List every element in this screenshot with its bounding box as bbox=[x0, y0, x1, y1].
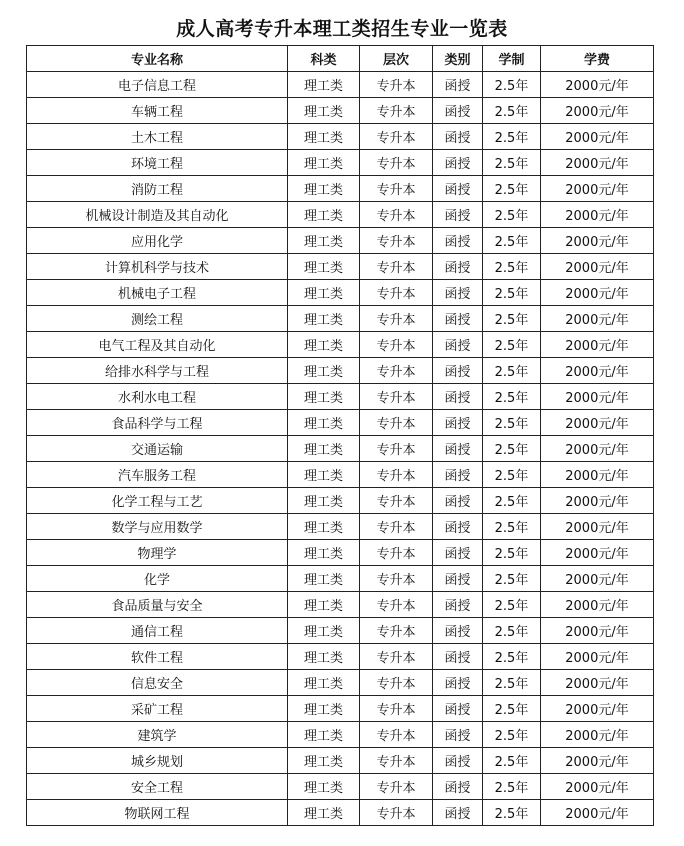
table-row bbox=[27, 280, 654, 306]
cell-tuition: 2000元/年 bbox=[541, 670, 654, 696]
table-row bbox=[27, 748, 654, 774]
cell-duration: 2.5年 bbox=[483, 774, 541, 800]
cell-level: 专升本 bbox=[360, 670, 433, 696]
cell-tuition: 2000元/年 bbox=[541, 124, 654, 150]
cell-major-name: 车辆工程 bbox=[27, 98, 288, 124]
majors-table bbox=[26, 45, 654, 826]
table-row bbox=[27, 176, 654, 202]
cell-category: 理工类 bbox=[288, 462, 360, 488]
header-category: 科类 bbox=[288, 46, 360, 72]
cell-tuition: 2000元/年 bbox=[541, 72, 654, 98]
cell-major-name: 安全工程 bbox=[27, 774, 288, 800]
cell-tuition: 2000元/年 bbox=[541, 462, 654, 488]
cell-duration: 2.5年 bbox=[483, 644, 541, 670]
cell-duration: 2.5年 bbox=[483, 410, 541, 436]
cell-tuition: 2000元/年 bbox=[541, 332, 654, 358]
cell-duration: 2.5年 bbox=[483, 98, 541, 124]
cell-major-name: 物理学 bbox=[27, 540, 288, 566]
cell-category: 理工类 bbox=[288, 514, 360, 540]
cell-category: 理工类 bbox=[288, 358, 360, 384]
cell-category: 理工类 bbox=[288, 332, 360, 358]
cell-category: 理工类 bbox=[288, 228, 360, 254]
cell-category: 理工类 bbox=[288, 722, 360, 748]
cell-duration: 2.5年 bbox=[483, 696, 541, 722]
cell-study-type: 函授 bbox=[433, 722, 483, 748]
cell-duration: 2.5年 bbox=[483, 306, 541, 332]
page-title: 成人高考专升本理工类招生专业一览表 bbox=[176, 18, 508, 40]
table-row bbox=[27, 410, 654, 436]
cell-study-type: 函授 bbox=[433, 254, 483, 280]
cell-study-type: 函授 bbox=[433, 332, 483, 358]
cell-category: 理工类 bbox=[288, 306, 360, 332]
cell-tuition: 2000元/年 bbox=[541, 280, 654, 306]
table-row bbox=[27, 228, 654, 254]
table-row bbox=[27, 722, 654, 748]
cell-tuition: 2000元/年 bbox=[541, 436, 654, 462]
cell-study-type: 函授 bbox=[433, 202, 483, 228]
cell-category: 理工类 bbox=[288, 72, 360, 98]
cell-tuition: 2000元/年 bbox=[541, 254, 654, 280]
cell-study-type: 函授 bbox=[433, 800, 483, 826]
cell-tuition: 2000元/年 bbox=[541, 644, 654, 670]
cell-duration: 2.5年 bbox=[483, 618, 541, 644]
table-row bbox=[27, 72, 654, 98]
cell-study-type: 函授 bbox=[433, 696, 483, 722]
cell-study-type: 函授 bbox=[433, 358, 483, 384]
table-row bbox=[27, 150, 654, 176]
table-row bbox=[27, 98, 654, 124]
cell-tuition: 2000元/年 bbox=[541, 228, 654, 254]
cell-level: 专升本 bbox=[360, 644, 433, 670]
cell-study-type: 函授 bbox=[433, 72, 483, 98]
cell-duration: 2.5年 bbox=[483, 462, 541, 488]
cell-level: 专升本 bbox=[360, 566, 433, 592]
cell-major-name: 数学与应用数学 bbox=[27, 514, 288, 540]
cell-major-name: 电子信息工程 bbox=[27, 72, 288, 98]
cell-major-name: 城乡规划 bbox=[27, 748, 288, 774]
cell-tuition: 2000元/年 bbox=[541, 540, 654, 566]
cell-category: 理工类 bbox=[288, 618, 360, 644]
cell-category: 理工类 bbox=[288, 774, 360, 800]
cell-category: 理工类 bbox=[288, 176, 360, 202]
cell-duration: 2.5年 bbox=[483, 540, 541, 566]
cell-duration: 2.5年 bbox=[483, 72, 541, 98]
table-row bbox=[27, 696, 654, 722]
cell-category: 理工类 bbox=[288, 488, 360, 514]
cell-study-type: 函授 bbox=[433, 592, 483, 618]
cell-study-type: 函授 bbox=[433, 670, 483, 696]
table-row bbox=[27, 592, 654, 618]
cell-study-type: 函授 bbox=[433, 176, 483, 202]
cell-major-name: 物联网工程 bbox=[27, 800, 288, 826]
cell-major-name: 采矿工程 bbox=[27, 696, 288, 722]
cell-category: 理工类 bbox=[288, 280, 360, 306]
cell-duration: 2.5年 bbox=[483, 566, 541, 592]
table-row bbox=[27, 384, 654, 410]
cell-study-type: 函授 bbox=[433, 410, 483, 436]
cell-duration: 2.5年 bbox=[483, 358, 541, 384]
cell-level: 专升本 bbox=[360, 748, 433, 774]
cell-category: 理工类 bbox=[288, 670, 360, 696]
cell-category: 理工类 bbox=[288, 384, 360, 410]
cell-tuition: 2000元/年 bbox=[541, 566, 654, 592]
cell-tuition: 2000元/年 bbox=[541, 696, 654, 722]
cell-category: 理工类 bbox=[288, 436, 360, 462]
cell-duration: 2.5年 bbox=[483, 488, 541, 514]
cell-duration: 2.5年 bbox=[483, 722, 541, 748]
cell-study-type: 函授 bbox=[433, 98, 483, 124]
table-row bbox=[27, 358, 654, 384]
cell-level: 专升本 bbox=[360, 98, 433, 124]
cell-level: 专升本 bbox=[360, 202, 433, 228]
cell-tuition: 2000元/年 bbox=[541, 410, 654, 436]
table-header-row bbox=[27, 46, 654, 72]
cell-level: 专升本 bbox=[360, 358, 433, 384]
table-row bbox=[27, 800, 654, 826]
cell-duration: 2.5年 bbox=[483, 124, 541, 150]
cell-level: 专升本 bbox=[360, 592, 433, 618]
cell-duration: 2.5年 bbox=[483, 150, 541, 176]
cell-major-name: 食品质量与安全 bbox=[27, 592, 288, 618]
cell-major-name: 交通运输 bbox=[27, 436, 288, 462]
header-major-name: 专业名称 bbox=[27, 46, 288, 72]
cell-tuition: 2000元/年 bbox=[541, 722, 654, 748]
cell-category: 理工类 bbox=[288, 644, 360, 670]
cell-study-type: 函授 bbox=[433, 150, 483, 176]
cell-duration: 2.5年 bbox=[483, 254, 541, 280]
cell-major-name: 建筑学 bbox=[27, 722, 288, 748]
cell-study-type: 函授 bbox=[433, 774, 483, 800]
cell-category: 理工类 bbox=[288, 800, 360, 826]
cell-level: 专升本 bbox=[360, 722, 433, 748]
cell-tuition: 2000元/年 bbox=[541, 618, 654, 644]
cell-study-type: 函授 bbox=[433, 488, 483, 514]
cell-tuition: 2000元/年 bbox=[541, 488, 654, 514]
cell-major-name: 机械设计制造及其自动化 bbox=[27, 202, 288, 228]
table-row bbox=[27, 566, 654, 592]
cell-major-name: 环境工程 bbox=[27, 150, 288, 176]
cell-level: 专升本 bbox=[360, 618, 433, 644]
cell-duration: 2.5年 bbox=[483, 748, 541, 774]
cell-study-type: 函授 bbox=[433, 306, 483, 332]
cell-duration: 2.5年 bbox=[483, 202, 541, 228]
cell-level: 专升本 bbox=[360, 306, 433, 332]
cell-level: 专升本 bbox=[360, 696, 433, 722]
table-row bbox=[27, 514, 654, 540]
cell-tuition: 2000元/年 bbox=[541, 514, 654, 540]
cell-duration: 2.5年 bbox=[483, 514, 541, 540]
header-level: 层次 bbox=[360, 46, 433, 72]
cell-tuition: 2000元/年 bbox=[541, 176, 654, 202]
cell-major-name: 机械电子工程 bbox=[27, 280, 288, 306]
cell-level: 专升本 bbox=[360, 254, 433, 280]
cell-study-type: 函授 bbox=[433, 540, 483, 566]
cell-category: 理工类 bbox=[288, 566, 360, 592]
cell-major-name: 应用化学 bbox=[27, 228, 288, 254]
cell-category: 理工类 bbox=[288, 696, 360, 722]
cell-study-type: 函授 bbox=[433, 618, 483, 644]
cell-study-type: 函授 bbox=[433, 436, 483, 462]
header-tuition: 学费 bbox=[541, 46, 654, 72]
cell-tuition: 2000元/年 bbox=[541, 306, 654, 332]
cell-level: 专升本 bbox=[360, 774, 433, 800]
table-row bbox=[27, 436, 654, 462]
cell-duration: 2.5年 bbox=[483, 436, 541, 462]
cell-major-name: 食品科学与工程 bbox=[27, 410, 288, 436]
cell-major-name: 电气工程及其自动化 bbox=[27, 332, 288, 358]
cell-level: 专升本 bbox=[360, 540, 433, 566]
cell-level: 专升本 bbox=[360, 124, 433, 150]
cell-major-name: 计算机科学与技术 bbox=[27, 254, 288, 280]
cell-level: 专升本 bbox=[360, 800, 433, 826]
cell-level: 专升本 bbox=[360, 514, 433, 540]
cell-tuition: 2000元/年 bbox=[541, 800, 654, 826]
cell-tuition: 2000元/年 bbox=[541, 150, 654, 176]
table-row bbox=[27, 254, 654, 280]
cell-study-type: 函授 bbox=[433, 748, 483, 774]
cell-level: 专升本 bbox=[360, 228, 433, 254]
cell-major-name: 通信工程 bbox=[27, 618, 288, 644]
cell-category: 理工类 bbox=[288, 540, 360, 566]
table-row bbox=[27, 670, 654, 696]
cell-duration: 2.5年 bbox=[483, 228, 541, 254]
cell-major-name: 测绘工程 bbox=[27, 306, 288, 332]
table-row bbox=[27, 306, 654, 332]
cell-study-type: 函授 bbox=[433, 566, 483, 592]
cell-category: 理工类 bbox=[288, 748, 360, 774]
cell-major-name: 信息安全 bbox=[27, 670, 288, 696]
cell-study-type: 函授 bbox=[433, 644, 483, 670]
cell-major-name: 消防工程 bbox=[27, 176, 288, 202]
cell-tuition: 2000元/年 bbox=[541, 592, 654, 618]
table-body bbox=[27, 72, 654, 826]
table-row bbox=[27, 124, 654, 150]
cell-major-name: 软件工程 bbox=[27, 644, 288, 670]
cell-category: 理工类 bbox=[288, 410, 360, 436]
cell-major-name: 水利水电工程 bbox=[27, 384, 288, 410]
cell-level: 专升本 bbox=[360, 176, 433, 202]
table-row bbox=[27, 644, 654, 670]
cell-tuition: 2000元/年 bbox=[541, 358, 654, 384]
cell-duration: 2.5年 bbox=[483, 384, 541, 410]
cell-level: 专升本 bbox=[360, 384, 433, 410]
cell-level: 专升本 bbox=[360, 72, 433, 98]
cell-level: 专升本 bbox=[360, 488, 433, 514]
cell-major-name: 土木工程 bbox=[27, 124, 288, 150]
cell-study-type: 函授 bbox=[433, 384, 483, 410]
cell-category: 理工类 bbox=[288, 124, 360, 150]
table-row bbox=[27, 202, 654, 228]
cell-major-name: 给排水科学与工程 bbox=[27, 358, 288, 384]
cell-duration: 2.5年 bbox=[483, 280, 541, 306]
cell-tuition: 2000元/年 bbox=[541, 202, 654, 228]
table-row bbox=[27, 540, 654, 566]
cell-duration: 2.5年 bbox=[483, 176, 541, 202]
cell-tuition: 2000元/年 bbox=[541, 774, 654, 800]
cell-duration: 2.5年 bbox=[483, 670, 541, 696]
cell-study-type: 函授 bbox=[433, 462, 483, 488]
header-study-type: 类别 bbox=[433, 46, 483, 72]
cell-study-type: 函授 bbox=[433, 124, 483, 150]
cell-tuition: 2000元/年 bbox=[541, 98, 654, 124]
cell-category: 理工类 bbox=[288, 202, 360, 228]
cell-duration: 2.5年 bbox=[483, 332, 541, 358]
cell-study-type: 函授 bbox=[433, 228, 483, 254]
cell-tuition: 2000元/年 bbox=[541, 748, 654, 774]
cell-level: 专升本 bbox=[360, 462, 433, 488]
cell-study-type: 函授 bbox=[433, 514, 483, 540]
cell-level: 专升本 bbox=[360, 332, 433, 358]
cell-major-name: 汽车服务工程 bbox=[27, 462, 288, 488]
cell-category: 理工类 bbox=[288, 98, 360, 124]
cell-category: 理工类 bbox=[288, 150, 360, 176]
table-row bbox=[27, 332, 654, 358]
cell-tuition: 2000元/年 bbox=[541, 384, 654, 410]
cell-major-name: 化学 bbox=[27, 566, 288, 592]
cell-category: 理工类 bbox=[288, 254, 360, 280]
table-row bbox=[27, 618, 654, 644]
cell-study-type: 函授 bbox=[433, 280, 483, 306]
cell-level: 专升本 bbox=[360, 280, 433, 306]
cell-duration: 2.5年 bbox=[483, 800, 541, 826]
cell-category: 理工类 bbox=[288, 592, 360, 618]
cell-level: 专升本 bbox=[360, 150, 433, 176]
table-row bbox=[27, 462, 654, 488]
cell-level: 专升本 bbox=[360, 410, 433, 436]
table-row bbox=[27, 774, 654, 800]
cell-duration: 2.5年 bbox=[483, 592, 541, 618]
header-duration: 学制 bbox=[483, 46, 541, 72]
cell-level: 专升本 bbox=[360, 436, 433, 462]
table-row bbox=[27, 488, 654, 514]
cell-major-name: 化学工程与工艺 bbox=[27, 488, 288, 514]
